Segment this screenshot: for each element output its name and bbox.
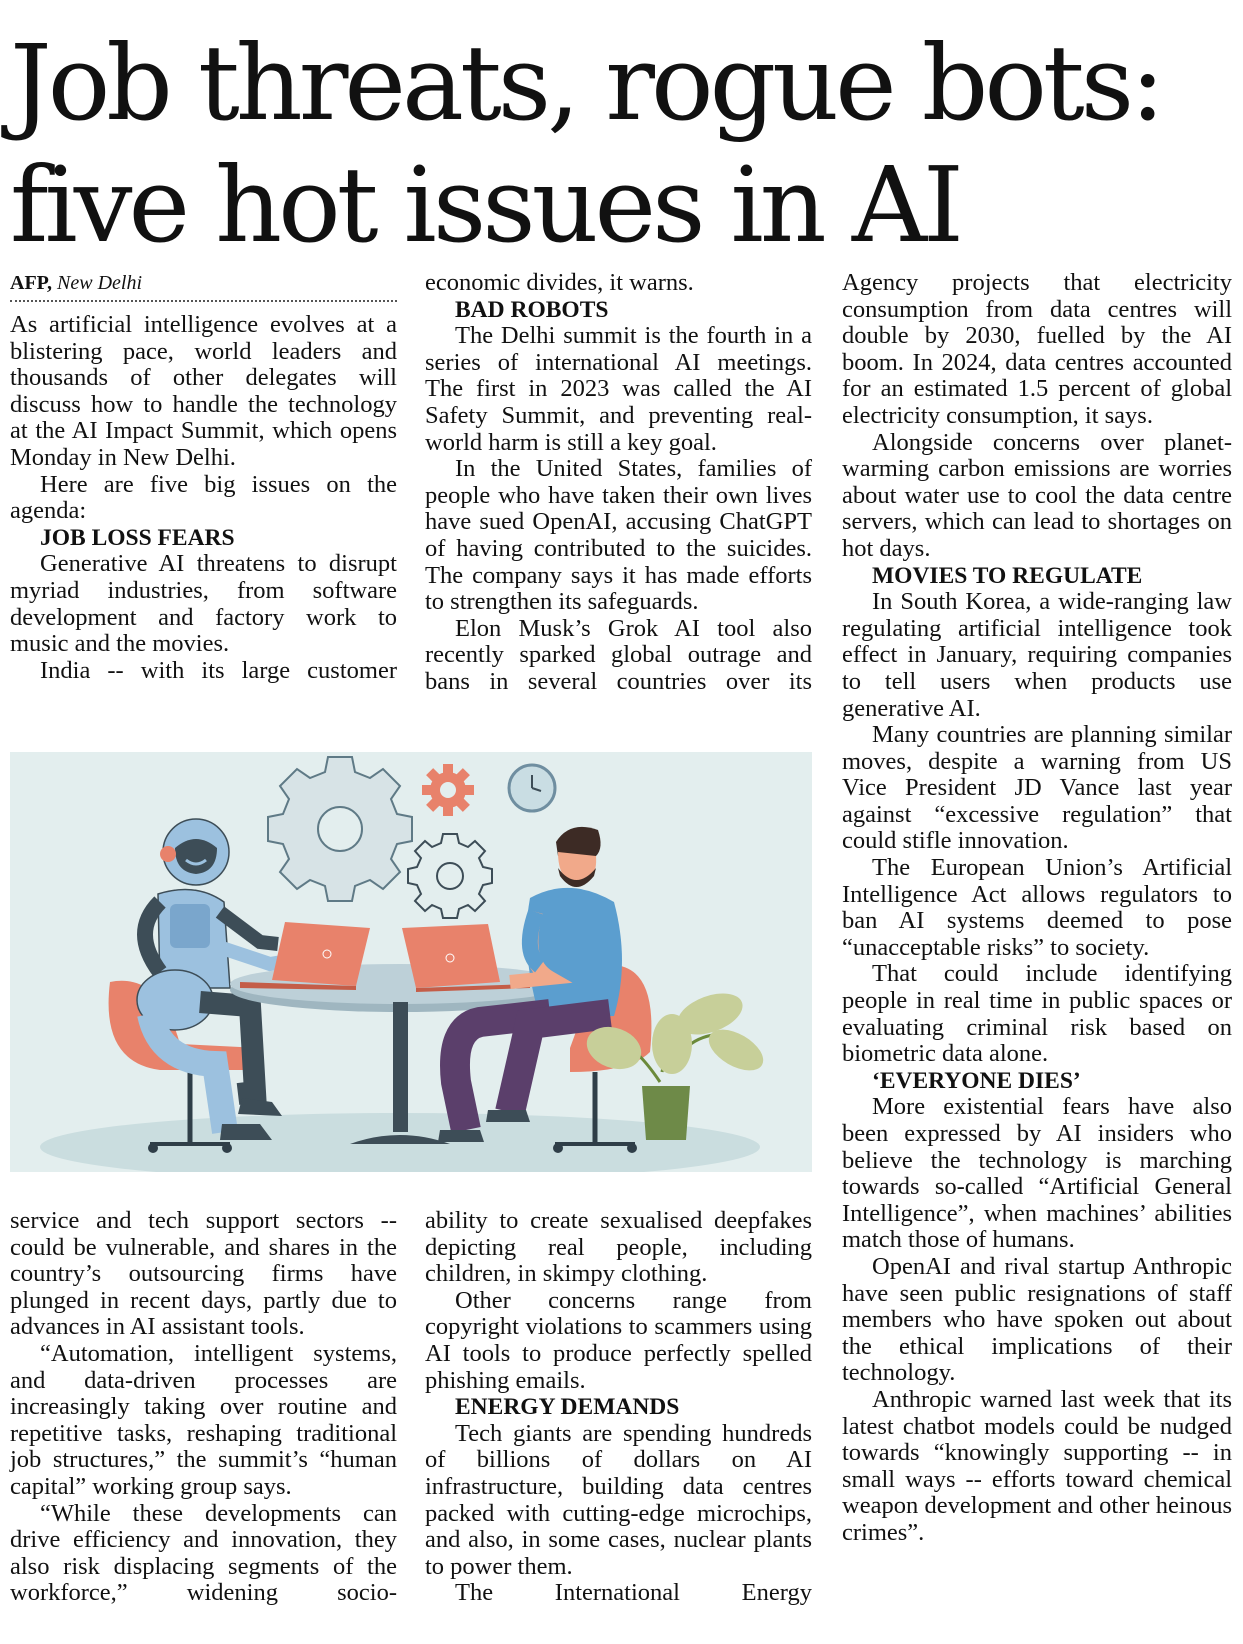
paragraph: Tech giants are spending hundreds of billions of dollars on AI infrastructure, building data centres packed with cutting-edge microchips, and also, in some cases, nuclear plants to power them. [425,1419,812,1580]
paragraph: As artificial intelligence evolves at a blistering pace, world leaders and thousands of other delegates will discuss how to handle the technology at the AI Impact Summit, which opens Monday in New Delhi. [10,311,397,471]
column-2-bottom [425,1208,812,1607]
clock-icon [509,765,555,811]
headline [10,22,1235,266]
paragraph: OpenAI and rival startup Anthropic have seen public resignations of staff members who have spoken out about the ethical implications of their technology. [842,1252,1232,1387]
section-heading-job-loss: JOB LOSS FEARS [40,524,235,551]
paragraph: More existential fears have also been expressed by AI insiders who believe the technology is marching towards so-called “Artificial General Intelligence”, when machines’ abilities match those of humans. [842,1093,1232,1254]
paragraph: That could include identifying people in real time in public spaces or evaluating criminal risk based on biometric data alone. [842,960,1232,1068]
paragraph: Alongside concerns over planet-warming carbon emissions are worries about water use to cool the data centre servers, which can lead to shortages on hot days. [842,428,1232,562]
byline-agency: AFP, [10,272,53,294]
paragraph: Elon Musk’s Grok AI tool also recently sparked global outrage and bans in several countries over its [425,614,812,695]
section-heading-movies: MOVIES TO REGULATE [872,562,1143,589]
column-2-top [425,270,812,696]
column-1-bottom [10,1208,397,1607]
paragraph: In the United States, families of people who have taken their own lives have sued OpenAI, accusing ChatGPT of having contributed to the suicides. The company says it has made efforts to strengthen its safeguards. [425,455,812,616]
paragraph: “Automation, intelligent systems, and data-driven processes are increasingly taking over routine and repetitive tasks, reshaping traditional job structures,” the summit’s “human capital” working group says. [10,1339,397,1500]
gear-icon [422,764,474,816]
headline-line-2: five hot issues in AI [10,144,961,266]
byline-divider [10,298,397,302]
paragraph: Here are five big issues on the agenda: [10,470,397,525]
paragraph: The International Energy [455,1579,812,1607]
paragraph: Generative AI threatens to disrupt myriad industries, from software development and factory work to music and the movies. [10,550,397,658]
column-1-top [10,270,397,684]
paragraph: service and tech support sectors -- could be vulnerable, and shares in the country’s outsourcing firms have plunged in recent days, partly due to advances in AI assistant tools. [10,1207,397,1341]
column-3 [842,270,1232,1547]
paragraph: Many countries are planning similar moves, despite a warning from US Vice President JD Vance last year against “excessive regulation” that could stifle innovation. [842,721,1232,855]
paragraph: Other concerns range from copyright violations to scammers using AI tools to produce perfectly spelled phishing emails. [425,1286,812,1394]
paragraph: India -- with its large customer [40,656,397,684]
byline-location: New Delhi [57,272,143,294]
paragraph: ability to create sexualised deepfakes depicting real people, including children, in skimpy clothing. [425,1207,812,1288]
section-heading-everyone-dies: ‘EVERYONE DIES’ [872,1067,1081,1094]
headline-line-1: Job threats, rogue bots: [10,22,1162,144]
paragraph: The European Union’s Artificial Intelligence Act allows regulators to ban AI systems deemed to pose “unacceptable risks” to society. [842,854,1232,961]
paragraph: Agency projects that electricity consumption from data centres will double by 2030, fuelled by the AI boom. In 2024, data centres accounted for an estimated 1.5 percent of global electricity consumption, it says. [842,269,1232,429]
gear-icon [268,757,412,901]
paragraph: In South Korea, a wide-ranging law regulating artificial intelligence took effect in January, requiring companies to tell users when products use generative AI. [842,588,1232,722]
paragraph: economic divides, it warns. [425,269,694,296]
section-heading-bad-robots: BAD ROBOTS [455,296,609,323]
section-heading-energy: ENERGY DEMANDS [455,1394,680,1421]
byline [10,270,397,296]
paragraph: “While these developments can drive efficiency and innovation, they also risk displacing segments of the workforce,” widening socio- [10,1499,397,1607]
illustration [10,752,812,1172]
paragraph: The Delhi summit is the fourth in a series of international AI meetings. The first in 2023 was called the AI Safety Summit, and preventing real-world harm is still a key goal. [425,322,812,456]
paragraph: Anthropic warned last week that its latest chatbot models could be nudged towards “knowingly supporting -- in small ways -- efforts toward chemical weapon development and other heinous crimes”. [842,1385,1232,1546]
